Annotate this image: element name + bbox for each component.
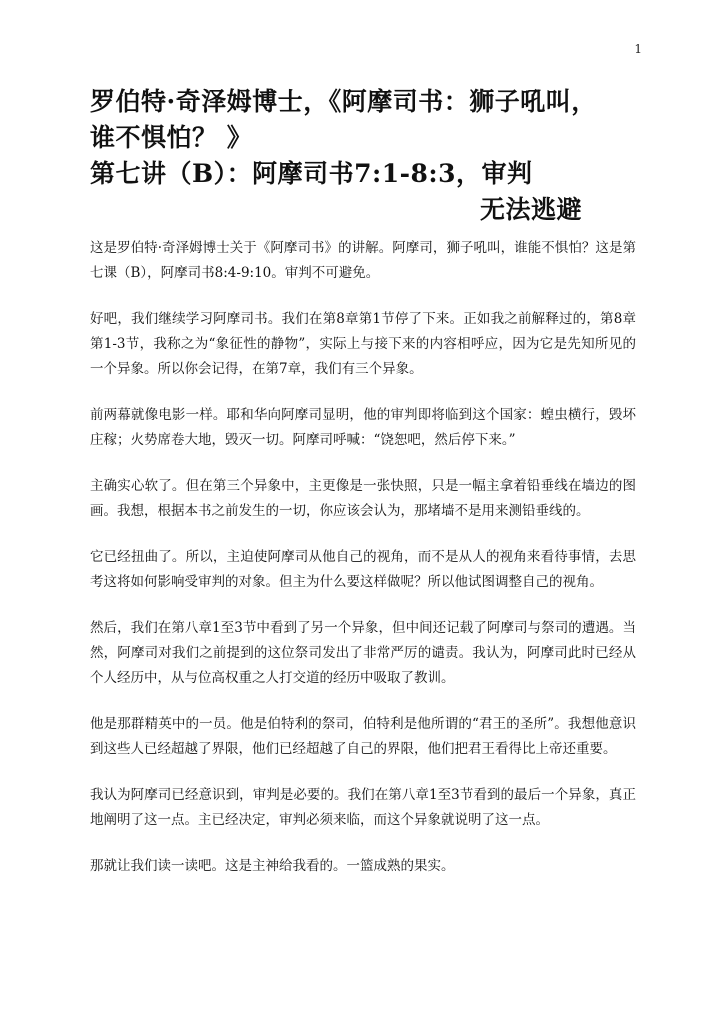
paragraph: 然后，我们在第八章1至3节中看到了另一个异象，但中间还记载了阿摩司与祭司的遭遇。当然，阿摩司对我们之前提到的这位祭司发出了非常严厉的谴责。我认为，阿摩司此时已经从个人经历中，从与位高权重之人打交道的经历中吸取了教训。 [90, 620, 636, 686]
paragraph: 我认为阿摩司已经意识到，审判是必要的。我们在第八章1至3节看到的最后一个异象，真正地阐明了这一点。主已经决定，审判必须来临，而这个异象就说明了这一点。 [90, 787, 636, 828]
paragraph: 好吧，我们继续学习阿摩司书。我们在第8章第1节停了下来。正如我之前解释过的，第8章第1-3节，我称之为“象征性的静物”，实际上与接下来的内容相呼应，因为它是先知所见的一个异象。所以你会记得，在第7章，我们有三个异象。 [90, 311, 636, 377]
paragraph: 他是那群精英中的一员。他是伯特利的祭司，伯特利是他所谓的“君王的圣所”。我想他意识到这些人已经超越了界限，他们已经超越了自己的界限，他们把君王看得比上帝还重要。 [90, 716, 636, 757]
page-number: 1 [634, 42, 642, 56]
title-line: 罗伯特·奇泽姆博士，《阿摩司书：狮子吼叫， [90, 87, 597, 116]
lecture-subtitle-line: 无法逃避 [480, 195, 583, 224]
paragraph: 前两幕就像电影一样。耶和华向阿摩司显明，他的审判即将临到这个国家：蝗虫横行，毁坏庄稼；火势席卷大地，毁灭一切。阿摩司呼喊：“饶恕吧，然后停下来。” [90, 407, 636, 448]
paragraph: 这是罗伯特·奇泽姆博士关于《阿摩司书》的讲解。阿摩司，狮子吼叫，谁能不惧怕？这是第七课（B），阿摩司书8:4-9:10。审判不可避免。 [90, 240, 636, 281]
paragraph: 那就让我们读一读吧。这是主神给我看的。一篮成熟的果实。 [90, 858, 455, 874]
paragraph: 它已经扭曲了。所以，主迫使阿摩司从他自己的视角，而不是从人的视角来看待事情，去思考这将如何影响受审判的对象。但主为什么要这样做呢？所以他试图调整自己的视角。 [90, 549, 636, 590]
title-line: 谁不惧怕？ 》 [90, 123, 253, 152]
paragraph: 主确实心软了。但在第三个异象中，主更像是一张快照，只是一幅主拿着铅垂线在墙边的图画。我想，根据本书之前发生的一切，你应该会认为，那堵墙不是用来测铅垂线的。 [90, 478, 636, 519]
body-text [90, 236, 636, 900]
lecture-subtitle-line: 第七讲（B）：阿摩司书7:1-8:3，审判 [90, 159, 533, 188]
document-title [90, 84, 650, 228]
